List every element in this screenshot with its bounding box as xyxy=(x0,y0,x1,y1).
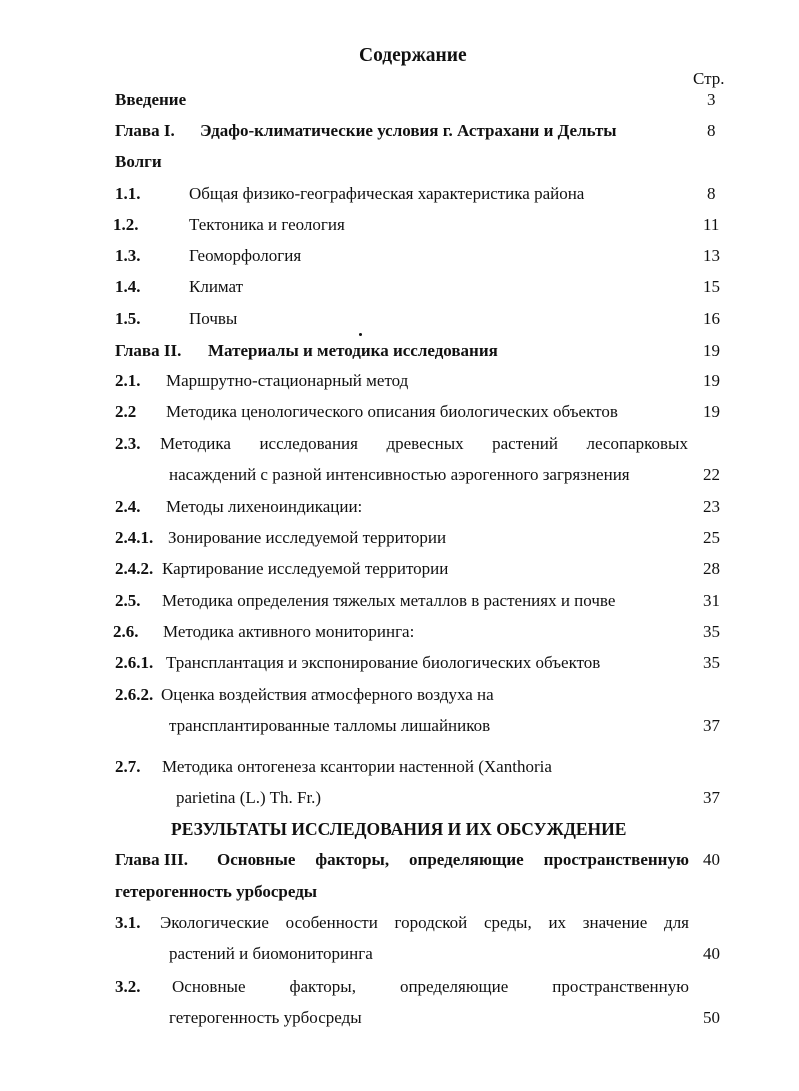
chapter-1-page: 8 xyxy=(707,121,716,140)
chapter-1-number: Глава I. xyxy=(115,121,175,140)
word: Основные xyxy=(172,977,246,996)
toc-item-text-line1 xyxy=(160,913,689,933)
word: древесных xyxy=(386,434,464,453)
toc-item-page: 35 xyxy=(703,653,720,672)
word: их xyxy=(548,913,567,932)
toc-item-text: Картирование исследуемой территории xyxy=(162,559,449,578)
toc-item-page: 16 xyxy=(703,309,720,328)
toc-item-page: 23 xyxy=(703,497,720,516)
toc-item-page: 19 xyxy=(703,371,720,390)
toc-item-number: 2.6. xyxy=(113,622,139,641)
toc-item-page: 15 xyxy=(703,277,720,296)
word: среды, xyxy=(484,913,532,932)
word: растений xyxy=(492,434,558,453)
toc-item-number: 1.3. xyxy=(115,246,141,265)
toc-item-text: Тектоника и геология xyxy=(189,215,345,234)
toc-item-page: 37 xyxy=(703,716,720,735)
toc-item-number: 2.7. xyxy=(115,757,141,776)
toc-item-text: Маршрутно-стационарный метод xyxy=(166,371,409,390)
word: для xyxy=(664,913,689,932)
word: определяющие xyxy=(409,850,524,869)
word: Основные xyxy=(217,850,296,869)
page-column-header: Стр. xyxy=(693,69,725,88)
ink-dot xyxy=(359,333,362,336)
toc-item-text: Методика ценологического описания биологических объектов xyxy=(166,402,618,421)
toc-item-number: 2.2 xyxy=(115,402,137,421)
intro-label: Введение xyxy=(115,90,187,109)
toc-item-text-line2: насаждений с разной интенсивностью аэрогенного загрязнения xyxy=(169,465,630,484)
toc-item-page: 22 xyxy=(703,465,720,484)
toc-item-number: 2.5. xyxy=(115,591,141,610)
toc-item-number: 2.4.1. xyxy=(115,528,154,547)
page-title: Содержание xyxy=(359,45,467,66)
chapter-3-page: 40 xyxy=(703,850,720,869)
toc-item-text-line2: parietina (L.) Th. Fr.) xyxy=(176,788,322,807)
chapter-2-page: 19 xyxy=(703,341,720,360)
toc-item-text-line1 xyxy=(160,434,688,454)
toc-item-page: 35 xyxy=(703,622,720,641)
toc-item-text: Общая физико-географическая характеристика района xyxy=(189,184,585,203)
toc-item-number: 2.6.1. xyxy=(115,653,154,672)
toc-item-page: 13 xyxy=(703,246,720,265)
chapter-3-title-line2: гетерогенность урбосреды xyxy=(115,882,318,901)
toc-item-text-line1: Методика онтогенеза ксантории настенной (Xanthoria xyxy=(162,757,552,776)
toc-item-number: 3.2. xyxy=(115,977,141,996)
toc-item-page: 37 xyxy=(703,788,720,807)
toc-item-text: Геоморфология xyxy=(189,246,302,265)
toc-item-text: Зонирование исследуемой территории xyxy=(168,528,447,547)
toc-item-number: 1.4. xyxy=(115,277,141,296)
toc-item-number: 1.5. xyxy=(115,309,141,328)
word: исследования xyxy=(259,434,358,453)
toc-item-text-line2: гетерогенность урбосреды xyxy=(169,1008,362,1027)
chapter-1-title-line1: Эдафо-климатические условия г. Астрахани и Дельты xyxy=(200,121,617,140)
section-heading: РЕЗУЛЬТАТЫ ИССЛЕДОВАНИЯ И ИХ ОБСУЖДЕНИЕ xyxy=(171,819,627,839)
chapter-2-number: Глава II. xyxy=(115,341,182,360)
chapter-3-title-line1 xyxy=(217,850,689,870)
toc-item-page: 25 xyxy=(703,528,720,547)
word: определяющие xyxy=(399,977,509,996)
toc-item-text-line2: трансплантированные талломы лишайников xyxy=(169,716,491,735)
toc-item-text: Климат xyxy=(189,277,244,296)
word: Методика xyxy=(160,434,231,453)
toc-item-page: 19 xyxy=(703,402,720,421)
word: факторы, xyxy=(315,850,390,869)
word: факторы, xyxy=(289,977,356,996)
toc-item-text: Трансплантация и экспонирование биологических объектов xyxy=(166,653,601,672)
toc-item-text-line1 xyxy=(172,977,689,997)
toc-item-number: 1.2. xyxy=(113,215,139,234)
intro-page: 3 xyxy=(707,90,716,109)
chapter-2-title: Материалы и методика исследования xyxy=(208,341,498,360)
toc-item-page: 40 xyxy=(703,944,720,963)
toc-item-number: 3.1. xyxy=(115,913,141,932)
toc-item-number: 2.4. xyxy=(115,497,141,516)
toc-item-page: 11 xyxy=(703,215,720,234)
toc-item-page: 50 xyxy=(703,1008,720,1027)
toc-item-text: Методика активного мониторинга: xyxy=(163,622,415,641)
toc-item-number: 2.4.2. xyxy=(115,559,154,578)
word: значение xyxy=(582,913,648,932)
toc-item-text: Почвы xyxy=(189,309,238,328)
word: Экологические xyxy=(160,913,269,932)
toc-item-text-line1: Оценка воздействия атмосферного воздуха на xyxy=(161,685,494,704)
word: пространственную xyxy=(543,850,689,869)
toc-item-number: 2.3. xyxy=(115,434,141,453)
toc-item-text-line2: растений и биомониторинга xyxy=(169,944,373,963)
toc-item-page: 28 xyxy=(703,559,720,578)
toc-item-text: Методика определения тяжелых металлов в растениях и почве xyxy=(162,591,616,610)
toc-item-text: Методы лихеноиндикации: xyxy=(166,497,363,516)
toc-item-number: 1.1. xyxy=(115,184,141,203)
word: городской xyxy=(394,913,468,932)
toc-item-number: 2.1. xyxy=(115,371,141,390)
chapter-1-title-line2: Волги xyxy=(115,152,162,171)
toc-item-page: 8 xyxy=(707,184,716,203)
chapter-3-number: Глава III. xyxy=(115,850,188,869)
word: лесопарковых xyxy=(586,434,688,453)
toc-item-number: 2.6.2. xyxy=(115,685,154,704)
word: пространственную xyxy=(552,977,689,996)
toc-item-page: 31 xyxy=(703,591,720,610)
word: особенности xyxy=(285,913,378,932)
